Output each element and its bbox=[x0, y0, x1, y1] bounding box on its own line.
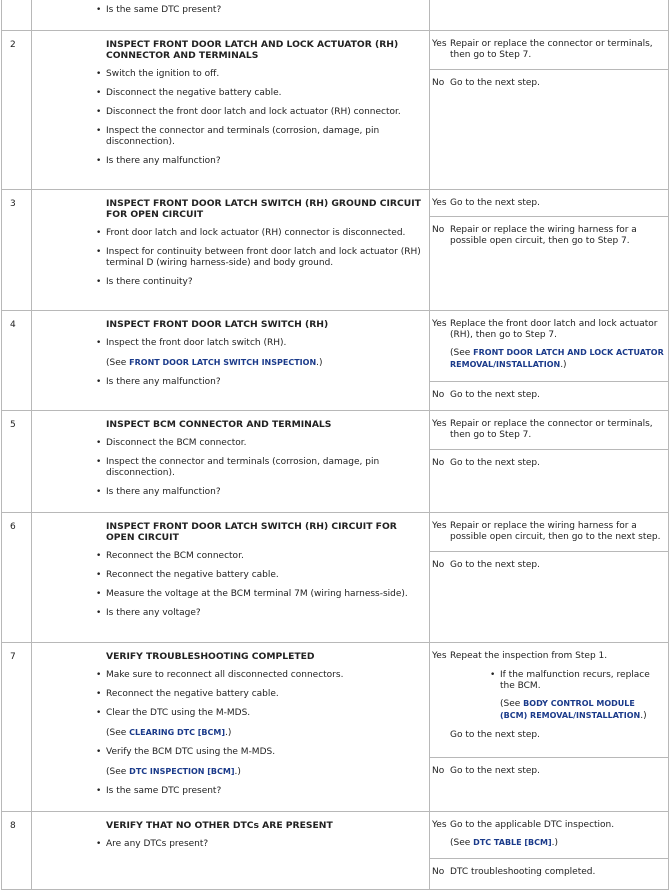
step-title: INSPECT FRONT DOOR LATCH SWITCH (RH) CIRCUIT FOR OPEN CIRCUIT bbox=[106, 521, 397, 543]
see-suffix: .) bbox=[551, 838, 559, 848]
list-item: • Is there any malfunction? bbox=[106, 377, 421, 388]
see-suffix: .) bbox=[234, 767, 241, 777]
yes-text: Repair or replace the connector or terminals, then go to Step 7. bbox=[450, 39, 653, 60]
list-item: • Disconnect the BCM connector. bbox=[106, 438, 421, 449]
list-item: • Inspect the connector and terminals (corrosion, damage, pin disconnection). bbox=[106, 457, 421, 479]
list-item: • Reconnect the BCM connector. bbox=[106, 551, 421, 562]
table-row bbox=[2, 812, 669, 890]
no-text: DTC troubleshooting completed. bbox=[450, 867, 596, 877]
no-label: No bbox=[432, 458, 445, 468]
clearing-dtc-link[interactable]: CLEARING DTC [BCM] bbox=[129, 728, 225, 737]
see-prefix: (See bbox=[106, 358, 130, 368]
see-prefix: (See bbox=[106, 767, 130, 777]
step-number: 6 bbox=[2, 513, 32, 643]
yes-text: Go to the applicable DTC inspection. bbox=[450, 820, 615, 830]
step-title: INSPECT FRONT DOOR LATCH SWITCH (RH) bbox=[106, 319, 329, 330]
yes-label: Yes bbox=[432, 521, 447, 531]
yes-text: Repeat the inspection from Step 1. bbox=[450, 651, 608, 661]
see-suffix: .) bbox=[560, 360, 567, 370]
list-item: • Is there any malfunction? bbox=[106, 487, 421, 498]
table-row bbox=[2, 513, 669, 643]
removal-installation-link[interactable]: FRONT DOOR LATCH AND LOCK ACTUATOR REMOVAL/INSTALLATION bbox=[450, 348, 664, 369]
no-result bbox=[430, 552, 668, 577]
yes-label: Yes bbox=[432, 198, 447, 208]
yes-label: Yes bbox=[432, 419, 447, 429]
inspection-link[interactable]: FRONT DOOR LATCH SWITCH INSPECTION bbox=[129, 358, 317, 367]
list-item: • Is there any voltage? bbox=[106, 608, 421, 619]
see-prefix: (See bbox=[450, 838, 474, 848]
step-title: INSPECT FRONT DOOR LATCH AND LOCK ACTUATOR (RH) CONNECTOR AND TERMINALS bbox=[106, 39, 399, 61]
list-item: • Clear the DTC using the M-MDS. bbox=[106, 708, 421, 719]
result-cell bbox=[430, 513, 669, 643]
step-number: 7 bbox=[2, 643, 32, 812]
list-item: • Measure the voltage at the BCM terminal 7M (wiring harness-side). bbox=[106, 589, 421, 600]
step-title: INSPECT BCM CONNECTOR AND TERMINALS bbox=[106, 419, 332, 430]
step-title: VERIFY THAT NO OTHER DTCs ARE PRESENT bbox=[106, 820, 333, 831]
no-label: No bbox=[432, 390, 445, 400]
result-cell bbox=[430, 311, 669, 411]
yes-text: Repair or replace the wiring harness for a possible open circuit, then go to the next step. bbox=[450, 521, 661, 542]
step-number bbox=[2, 0, 32, 31]
list-item: • Inspect the front door latch switch (RH). bbox=[106, 338, 421, 349]
list-item: • Make sure to reconnect all disconnected connectors. bbox=[106, 670, 421, 681]
action-cell bbox=[32, 411, 430, 513]
yes-result bbox=[430, 190, 668, 217]
action-cell bbox=[32, 311, 430, 411]
step-title: VERIFY TROUBLESHOOTING COMPLETED bbox=[106, 651, 315, 662]
result-cell bbox=[430, 643, 669, 812]
action-cell bbox=[32, 513, 430, 643]
yes-text: Replace the front door latch and lock actuator (RH), then go to Step 7. bbox=[450, 319, 658, 340]
see-suffix: .) bbox=[224, 728, 232, 738]
no-text: Go to the next step. bbox=[450, 390, 540, 400]
list-item: • Is the same DTC present? bbox=[106, 5, 421, 16]
no-text: Go to the next step. bbox=[450, 560, 540, 570]
no-result bbox=[430, 70, 668, 95]
no-label: No bbox=[432, 78, 445, 88]
dtc-inspection-link[interactable]: DTC INSPECTION [BCM] bbox=[129, 767, 235, 776]
result-cell bbox=[430, 0, 669, 31]
list-item: • Disconnect the front door latch and lock actuator (RH) connector. bbox=[106, 107, 421, 118]
list-item: • Is the same DTC present? bbox=[106, 786, 421, 797]
action-cell bbox=[32, 0, 430, 31]
yes-label: Yes bbox=[432, 820, 447, 830]
table-row bbox=[2, 0, 669, 31]
table-row bbox=[2, 311, 669, 411]
list-item: • Is there any malfunction? bbox=[106, 156, 421, 167]
result-cell bbox=[430, 812, 669, 890]
list-item: • Switch the ignition to off. bbox=[106, 69, 421, 80]
action-cell bbox=[32, 643, 430, 812]
action-cell bbox=[32, 190, 430, 311]
yes-result bbox=[430, 311, 668, 382]
list-item: • Disconnect the negative battery cable. bbox=[106, 88, 421, 99]
list-item: • Inspect for continuity between front door latch and lock actuator (RH) terminal D (wiring harness-side) and body ground. bbox=[106, 247, 421, 269]
see-prefix: (See bbox=[500, 699, 524, 709]
no-text: Go to the next step. bbox=[450, 458, 540, 468]
list-item: • Are any DTCs present? bbox=[106, 839, 421, 850]
see-prefix: (See bbox=[106, 728, 130, 738]
list-item: • Front door latch and lock actuator (RH) connector is disconnected. bbox=[106, 228, 421, 239]
yes-label: Yes bbox=[432, 651, 447, 661]
step-number: 3 bbox=[2, 190, 32, 311]
no-label: No bbox=[432, 225, 445, 235]
see-reference bbox=[106, 357, 421, 369]
dtc-table-link[interactable]: DTC TABLE [BCM] bbox=[473, 838, 552, 847]
table-row bbox=[2, 643, 669, 812]
yes-result bbox=[430, 31, 668, 70]
result-cell bbox=[430, 190, 669, 311]
see-suffix: .) bbox=[316, 358, 323, 368]
no-label: No bbox=[432, 766, 445, 776]
list-item: • Is there continuity? bbox=[106, 277, 421, 288]
step-title: INSPECT FRONT DOOR LATCH SWITCH (RH) GROUND CIRCUIT FOR OPEN CIRCUIT bbox=[106, 198, 421, 220]
action-cell bbox=[32, 31, 430, 190]
step-number: 4 bbox=[2, 311, 32, 411]
see-prefix: (See bbox=[450, 348, 474, 358]
yes-result bbox=[430, 513, 668, 552]
list-item: • Inspect the connector and terminals (corrosion, damage, pin disconnection). bbox=[106, 126, 421, 148]
step-number: 2 bbox=[2, 31, 32, 190]
see-reference bbox=[106, 766, 421, 778]
yes-text: Go to the next step. bbox=[450, 198, 540, 208]
no-result bbox=[430, 859, 668, 884]
yes-label: Yes bbox=[432, 39, 447, 49]
table-row bbox=[2, 190, 669, 311]
no-text: Go to the next step. bbox=[450, 78, 540, 88]
procedure-table bbox=[1, 0, 669, 890]
yes-label: Yes bbox=[432, 319, 447, 329]
result-cell bbox=[430, 411, 669, 513]
no-result bbox=[430, 217, 668, 253]
no-label: No bbox=[432, 867, 445, 877]
result-cell bbox=[430, 31, 669, 190]
table-row bbox=[2, 411, 669, 513]
action-cell bbox=[32, 812, 430, 890]
table-row bbox=[2, 31, 669, 190]
no-result bbox=[430, 382, 668, 407]
no-text: Go to the next step. bbox=[450, 766, 540, 776]
sub-list-item: • If the malfunction recurs, replace the BCM. bbox=[500, 670, 664, 692]
list-item: • Reconnect the negative battery cable. bbox=[106, 689, 421, 700]
yes-result bbox=[430, 643, 668, 758]
step-number: 5 bbox=[2, 411, 32, 513]
yes-result bbox=[430, 411, 668, 450]
yes-result bbox=[430, 812, 668, 859]
no-result bbox=[430, 758, 668, 783]
no-label: No bbox=[432, 560, 445, 570]
see-suffix: .) bbox=[640, 711, 647, 721]
no-result bbox=[430, 450, 668, 475]
list-item: • Verify the BCM DTC using the M-MDS. bbox=[106, 747, 421, 758]
see-reference bbox=[106, 727, 421, 739]
step-number: 8 bbox=[2, 812, 32, 890]
no-text: Repair or replace the wiring harness for a possible open circuit, then go to Step 7. bbox=[450, 225, 637, 246]
list-item: • Reconnect the negative battery cable. bbox=[106, 570, 421, 581]
bcm-removal-installation-link[interactable]: BODY CONTROL MODULE (BCM) REMOVAL/INSTALLATION bbox=[500, 699, 641, 720]
yes-text: Repair or replace the connector or terminals, then go to Step 7. bbox=[450, 419, 653, 440]
yes-followup-text: Go to the next step. bbox=[450, 730, 540, 740]
